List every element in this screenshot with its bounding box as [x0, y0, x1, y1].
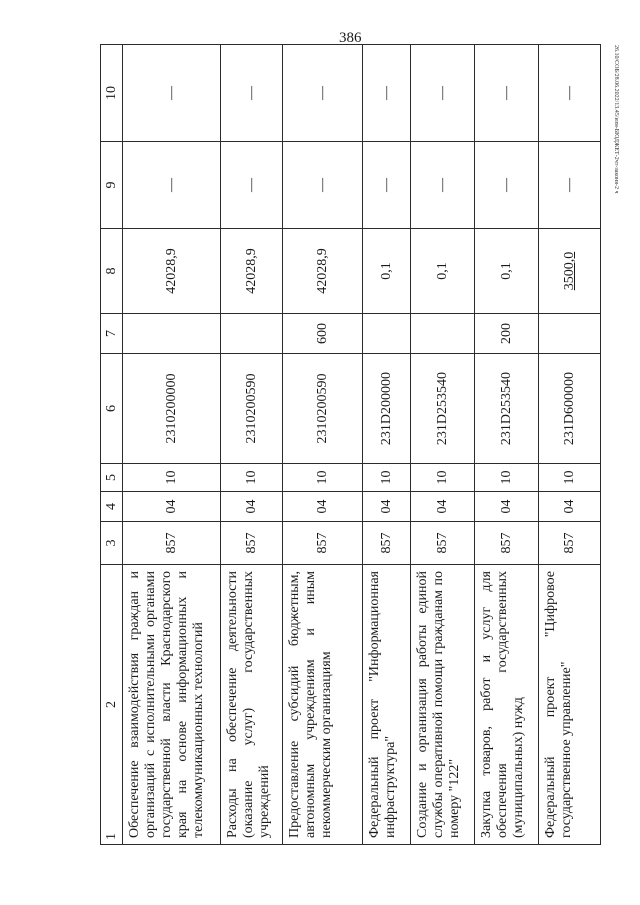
table-row — [411, 45, 475, 845]
row-subsection: 10 — [475, 464, 539, 492]
row-section: 04 — [221, 492, 283, 522]
row-code: 857 — [221, 522, 283, 565]
row-col9: — — [539, 142, 601, 229]
row-target: 2310200590 — [221, 354, 283, 464]
row-name: Расходы на обеспечение деятельности (оказание услуг) государственных учреждений — [221, 565, 283, 845]
table-row — [221, 45, 283, 845]
row-col10: — — [475, 45, 539, 142]
row-target: 231D600000 — [539, 354, 601, 464]
row-kind: 600 — [283, 314, 363, 354]
table-row — [363, 45, 411, 845]
row-section: 04 — [475, 492, 539, 522]
row-amount: 42028,9 — [283, 229, 363, 314]
row-col10: — — [363, 45, 411, 142]
row-amount: 0,1 — [411, 229, 475, 314]
row-kind — [123, 314, 221, 354]
header-cell: 10 — [101, 45, 123, 142]
row-kind — [411, 314, 475, 354]
row-amount: 42028,9 — [123, 229, 221, 314]
row-code: 857 — [539, 522, 601, 565]
row-col9: — — [363, 142, 411, 229]
header-cell: 8 — [101, 229, 123, 314]
row-col10: — — [283, 45, 363, 142]
row-name: Предоставление субсидий бюджетным, автономным учреждениям и иным некоммерческим организациям — [283, 565, 363, 845]
page-number: 386 — [339, 30, 362, 46]
row-target: 231D253540 — [411, 354, 475, 464]
row-col9: — — [475, 142, 539, 229]
header-cell: 5 — [101, 464, 123, 492]
table-row — [283, 45, 363, 845]
row-target: 2310200000 — [123, 354, 221, 464]
table-row — [539, 45, 601, 845]
row-amount: 42028,9 — [221, 229, 283, 314]
side-note: 26.10/СОБ/28.06.2022/13.45/изм-БЮДЖЕТ-2чт-законя-2 ч — [613, 45, 619, 194]
row-col10: — — [123, 45, 221, 142]
table-row — [123, 45, 221, 845]
row-col10: — — [539, 45, 601, 142]
row-name: Создание и организация работы единой службы оперативной помощи гражданам по номеру "122" — [411, 565, 475, 845]
row-amount: 0,1 — [475, 229, 539, 314]
row-code: 857 — [123, 522, 221, 565]
row-section: 04 — [411, 492, 475, 522]
header-cell: 9 — [101, 142, 123, 229]
budget-table-rotated — [100, 45, 600, 845]
row-section: 04 — [363, 492, 411, 522]
row-subsection: 10 — [123, 464, 221, 492]
row-name: Закупка товаров, работ и услуг для обеспечения государственных (муниципальных) нужд — [475, 565, 539, 845]
row-section: 04 — [123, 492, 221, 522]
row-target: 231D200000 — [363, 354, 411, 464]
row-target: 231D253540 — [475, 354, 539, 464]
table-header-row: 1 2 3 4 5 6 7 8 9 10 — [101, 45, 123, 845]
row-col10: — — [411, 45, 475, 142]
row-code: 857 — [475, 522, 539, 565]
row-amount: 3500,0 — [539, 229, 601, 314]
row-subsection: 10 — [539, 464, 601, 492]
row-code: 857 — [363, 522, 411, 565]
budget-table — [100, 44, 601, 845]
row-col9: — — [283, 142, 363, 229]
row-code: 857 — [411, 522, 475, 565]
header-cell: 6 — [101, 354, 123, 464]
header-cell: 7 — [101, 314, 123, 354]
row-section: 04 — [283, 492, 363, 522]
row-col9: — — [411, 142, 475, 229]
row-col9: — — [123, 142, 221, 229]
row-target: 2310200590 — [283, 354, 363, 464]
row-section: 04 — [539, 492, 601, 522]
row-col9: — — [221, 142, 283, 229]
row-kind — [539, 314, 601, 354]
row-name: Обеспечение взаимодействия граждан и организаций с исполнительными органами государственной власти Краснодарского края на основе информационных и телекоммуникационных технологий — [123, 565, 221, 845]
row-name: Федеральный проект "Цифровое государственное управление" — [539, 565, 601, 845]
row-amount: 0,1 — [363, 229, 411, 314]
row-subsection: 10 — [363, 464, 411, 492]
row-kind — [221, 314, 283, 354]
row-kind: 200 — [475, 314, 539, 354]
row-subsection: 10 — [221, 464, 283, 492]
table-row — [475, 45, 539, 845]
row-subsection: 10 — [283, 464, 363, 492]
row-kind — [363, 314, 411, 354]
header-cell: 2 — [101, 565, 123, 845]
row-col10: — — [221, 45, 283, 142]
header-cell: 4 — [101, 492, 123, 522]
row-code: 857 — [283, 522, 363, 565]
header-cell: 3 — [101, 522, 123, 565]
row-subsection: 10 — [411, 464, 475, 492]
row-name: Федеральный проект "Информационная инфраструктура" — [363, 565, 411, 845]
